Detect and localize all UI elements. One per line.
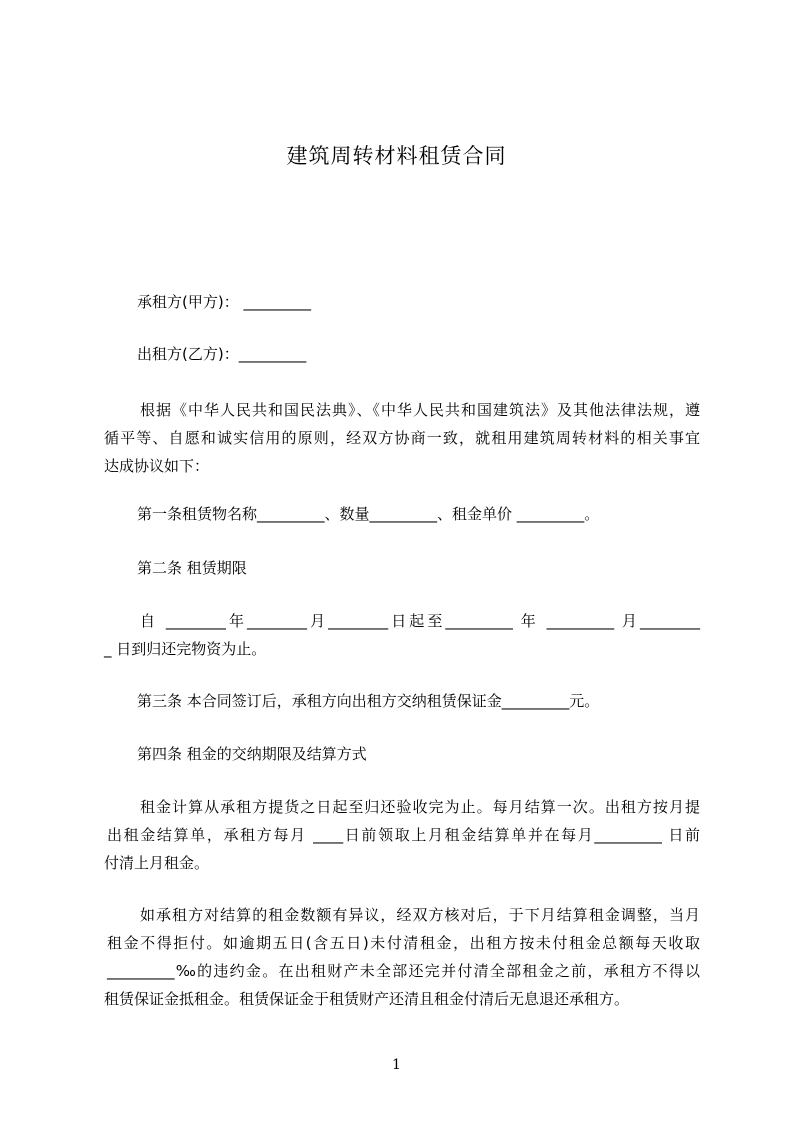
preamble-line: 循平等、自愿和诚实信用的原则，经双方协商一致，就租用建筑周转材料的相关事宜: [104, 429, 700, 447]
preamble-line: 根据《中华人民共和国民法典》、《中华人民共和国建筑法》及其他法律法规，遵: [140, 401, 700, 419]
page-number: 1: [392, 1057, 401, 1073]
article-2-line: 自 ________年________月________日起至_________ 年 _________ 月________: [140, 612, 700, 630]
article-4-para-2-line: 如承租方对结算的租金数额有异议，经双方核对后，于下月结算租金调整，当月: [140, 906, 700, 924]
article-3: 第三条 本合同签订后，承租方向出租方交纳租赁保证金_________元。: [137, 692, 600, 710]
article-2-line: _ 日到归还完物资为止。: [104, 640, 267, 658]
article-2-heading: 第二条 租赁期限: [137, 559, 247, 577]
lessee-line: 承租方(甲方)： _________: [137, 293, 311, 311]
article-4-para-1-line: 出租金结算单，承租方每月 ____日前领取上月租金结算单并在每月_________ 日前: [107, 826, 700, 844]
article-4-para-1-line: 租金计算从承租方提货之日起至归还验收完为止。每月结算一次。出租方按月提: [140, 798, 700, 816]
preamble-line: 达成协议如下：: [104, 457, 210, 475]
article-4-heading: 第四条 租金的交纳期限及结算方式: [137, 745, 367, 763]
document-title: 建筑周转材料租赁合同: [286, 144, 507, 168]
article-4-para-1-line: 付清上月租金。: [104, 854, 210, 872]
article-4-para-2-line: 租金不得拒付。如逾期五日(含五日)未付清租金，出租方按未付租金总额每天收取: [107, 934, 700, 952]
article-1: 第一条租赁物名称_________、数量_________、租金单价 _________。: [137, 505, 600, 523]
article-4-para-2-line: _________‰的违约金。在出租财产未全部还完并付清全部租金之前，承租方不得以: [107, 962, 700, 980]
article-4-para-2-line: 租赁保证金抵租金。租赁保证金于租赁财产还清且租金付清后无息退还承租方。: [104, 990, 630, 1008]
lessor-line: 出租方(乙方)：_________: [137, 345, 307, 363]
